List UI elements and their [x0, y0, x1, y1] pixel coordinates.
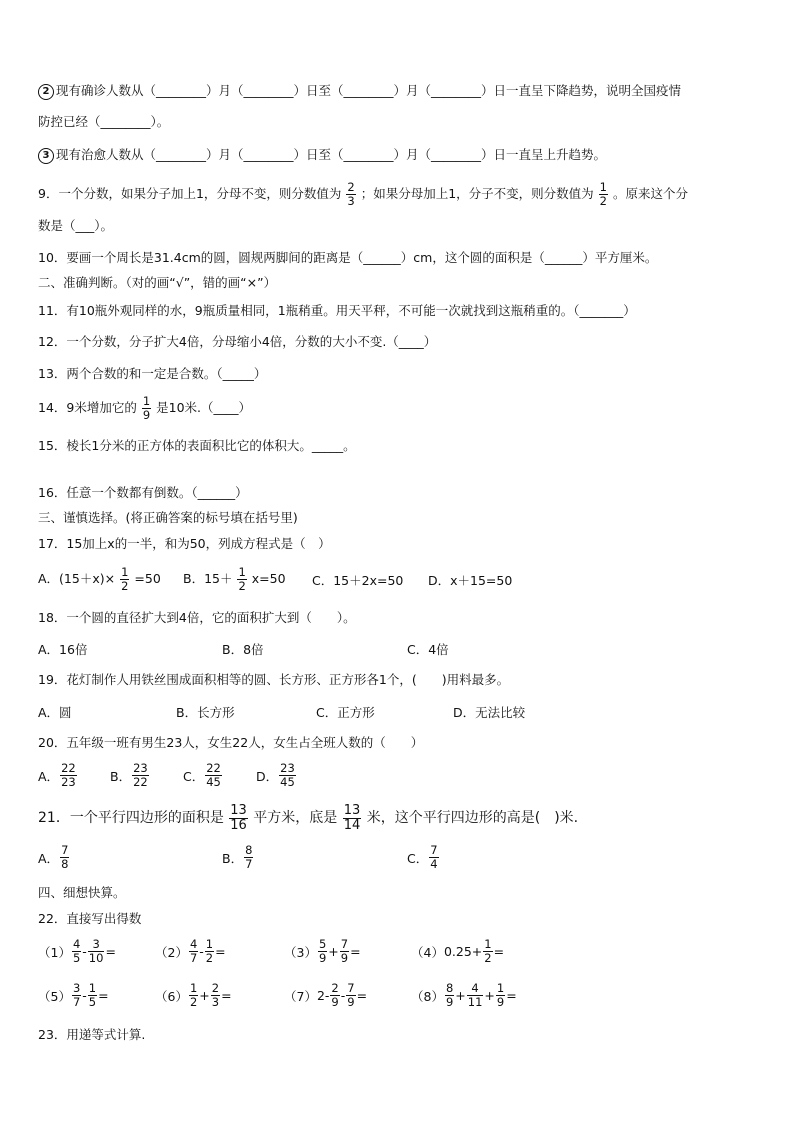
q21-b-num: 8: [245, 843, 253, 857]
q22-item-6: [155, 982, 232, 1009]
q8-part2-text: 现有确诊人数从（________）月（________）日至（________）月（________）日一直呈下降趋势，说明全国疫情: [56, 83, 682, 98]
q22-fraction-2: [88, 982, 97, 1009]
q22-fraction-1-num: 2: [331, 981, 339, 995]
q22-fraction-3-den: 9: [496, 995, 505, 1009]
q22-fraction-1-den: 9: [318, 951, 327, 965]
q18-option-a: A．16倍: [38, 642, 88, 657]
q20-option-a: [38, 762, 78, 789]
section-3-heading: 三、谨慎选择。(将正确答案的标号填在括号里): [38, 510, 298, 525]
q21-f2-den: 14: [343, 817, 361, 833]
q18-option-c: C．4倍: [407, 642, 449, 657]
q22-fraction-2-den: 2: [484, 951, 492, 965]
q22-item-8: [411, 982, 517, 1009]
question-18: 18．一个圆的直径扩大到4倍，它的面积扩大到（ ）。: [38, 610, 356, 625]
q22-fraction-1-den: 9: [445, 995, 454, 1009]
q20-option-c: [183, 762, 223, 789]
q20-d-num: 23: [280, 761, 295, 775]
q22-fraction-1-den: 5: [72, 951, 81, 965]
q9-f1-num: 2: [347, 180, 355, 194]
q22-fraction-1-den: 2: [189, 995, 198, 1009]
q22-item-3: [284, 938, 361, 965]
q22-fraction-1-num: 4: [189, 937, 198, 951]
q22-item-7: [284, 982, 367, 1009]
q22-fraction-1-den: 7: [189, 951, 198, 965]
q20-option-d: [256, 762, 297, 789]
q19-option-b: B．长方形: [176, 705, 235, 720]
q20-d-fraction: [279, 762, 296, 789]
q21-c-label: C．: [407, 850, 429, 866]
q22-fraction-2: [483, 938, 492, 965]
q22-fraction-2-num: 3: [92, 937, 100, 951]
q19-option-a: A．圆: [38, 705, 72, 720]
q22-item-label: （6）: [155, 988, 188, 1004]
q22-fraction-2-num: 7: [340, 937, 349, 951]
q22-fraction-1: [72, 938, 81, 965]
q22-fraction-2-num: 1: [205, 937, 214, 951]
q17-b-den: 2: [238, 579, 246, 593]
q17-option-a: [38, 565, 161, 593]
q22-equals: =: [221, 988, 232, 1003]
section-2-heading: 二、准确判断。（对的画“√”，错的画“×”）: [38, 275, 277, 290]
q22-fraction-1: [72, 982, 81, 1009]
q21-suffix: 米，这个平行四边形的高是( )米.: [366, 810, 579, 826]
q20-c-den: 45: [206, 775, 221, 789]
q17-option-c: C．15＋2x=50: [312, 573, 404, 588]
q22-fraction-1-den: 9: [331, 995, 339, 1009]
question-12: 12．一个分数，分子扩大4倍，分母缩小4倍，分数的大小不变.（____）: [38, 334, 437, 349]
section-4-heading: 四、细想快算。: [38, 885, 126, 900]
q17-a-fraction: [120, 566, 129, 593]
q22-fraction-2: [205, 938, 214, 965]
q21-c-fraction: [429, 844, 438, 871]
q9-prefix: 9．一个分数，如果分子加上1，分母不变，则分数值为: [38, 186, 342, 201]
question-21: [38, 800, 578, 836]
q21-option-a: [38, 844, 70, 871]
q21-b-label: B．: [222, 850, 244, 866]
q17-option-b: [183, 565, 286, 593]
q8-part3-text: 现有治愈人数从（________）月（________）日至（________）月（________）日一直呈上升趋势。: [56, 147, 607, 162]
q9-fraction-2: [599, 181, 608, 208]
q17-b-fraction: [237, 566, 246, 593]
q22-operator: -: [82, 944, 87, 959]
q22-operator: -: [340, 988, 346, 1003]
q17-a-num: 1: [121, 565, 129, 579]
q22-item-label: （8）: [411, 988, 444, 1004]
q20-a-num: 22: [61, 761, 76, 775]
q22-item-label: （2）: [155, 944, 188, 960]
q22-equals: =: [356, 988, 368, 1003]
q17-a-post: =50: [134, 571, 161, 586]
q21-a-label: A．: [38, 850, 60, 866]
q20-b-label: B．: [110, 768, 132, 784]
question-16: 16．任意一个数都有倒数。（______）: [38, 485, 248, 500]
q21-b-den: 7: [245, 857, 253, 871]
q22-equals: =: [215, 944, 226, 959]
q17-a-den: 2: [121, 579, 129, 593]
q22-fraction-2-den: 3: [211, 995, 220, 1009]
q21-prefix: 21．一个平行四边形的面积是: [38, 810, 224, 826]
q22-fraction-2-den: 11: [467, 995, 483, 1009]
q8-part2: [38, 82, 681, 100]
q22-equals: =: [506, 988, 517, 1003]
q22-fraction-1: [330, 982, 339, 1009]
q19-option-c: C．正方形: [316, 705, 375, 720]
circled-number-3: 3: [38, 148, 54, 164]
q20-a-label: A．: [38, 768, 60, 784]
q9-fraction-1: [346, 181, 355, 208]
q14-num: 1: [142, 394, 151, 408]
q22-fraction-2-den: 5: [88, 995, 97, 1009]
q9-continuation: 数是（___）。: [38, 218, 114, 233]
q22-item-label: （3）: [284, 944, 317, 960]
q22-fraction-2: [340, 938, 349, 965]
q21-fraction-2: [343, 804, 362, 833]
q22-operator: +: [199, 988, 210, 1003]
q14-fraction: [142, 395, 151, 422]
question-15: 15．棱长1分米的正方体的表面积比它的体积大。_____。: [38, 438, 356, 453]
q22-fraction-2-den: 9: [347, 995, 355, 1009]
q22-operator-2: +: [484, 988, 495, 1003]
q22-fraction-1: [189, 982, 198, 1009]
q20-c-fraction: [205, 762, 222, 789]
q22-item-prefix: 0.25+: [443, 944, 483, 959]
question-22: 22．直接写出得数: [38, 911, 142, 926]
q20-option-b: [110, 762, 150, 789]
q22-fraction-1-num: 4: [72, 937, 81, 951]
q22-equals: =: [493, 944, 505, 959]
q17-b-post: x=50: [251, 571, 286, 586]
q22-fraction-1-num: 3: [72, 981, 81, 995]
q21-f1-den: 16: [230, 817, 247, 833]
q17-option-d: D．x＋15=50: [428, 573, 513, 588]
q21-option-b: [222, 844, 254, 871]
q22-item-1: [38, 938, 116, 965]
q20-b-fraction: [132, 762, 149, 789]
q22-item-label: （4）: [411, 944, 444, 960]
q18-option-b: B．8倍: [222, 642, 264, 657]
q22-fraction-2-num: 2: [211, 981, 220, 995]
q22-fraction-2-den: 2: [205, 951, 214, 965]
q19-option-d: D．无法比较: [453, 705, 526, 720]
question-10: 10．要画一个周长是31.4cm的圆，圆规两脚间的距离是（______）cm，这个圆的面积是（______）平方厘米。: [38, 250, 658, 265]
question-14: [38, 393, 251, 423]
q21-option-c: [407, 844, 440, 871]
q20-c-num: 22: [206, 761, 221, 775]
q17-b-num: 1: [238, 565, 246, 579]
q22-fraction-2-den: 10: [88, 951, 104, 965]
q22-fraction-1: [189, 938, 198, 965]
q14-den: 9: [142, 408, 151, 422]
q22-fraction-3: [496, 982, 505, 1009]
q21-a-fraction: [60, 844, 69, 871]
q9-f2-den: 2: [599, 194, 607, 208]
q22-fraction-2: [88, 938, 105, 965]
q22-fraction-2: [211, 982, 220, 1009]
q22-equals: =: [98, 988, 109, 1003]
q21-c-den: 4: [430, 857, 438, 871]
q22-fraction-1: [445, 982, 454, 1009]
q22-equals: =: [105, 944, 116, 959]
q20-d-label: D．: [256, 768, 279, 784]
q22-item-4: [411, 938, 504, 965]
q14-suffix: 是10米.（____）: [156, 400, 252, 415]
question-13: 13．两个合数的和一定是合数。（_____）: [38, 366, 267, 381]
q17-b-pre: B．15＋: [183, 571, 233, 586]
q21-a-num: 7: [61, 843, 69, 857]
q9-f1-den: 3: [347, 194, 355, 208]
q22-item-prefix: 2-: [316, 988, 330, 1003]
q22-fraction-1-num: 8: [445, 981, 454, 995]
q21-c-num: 7: [430, 843, 438, 857]
q9-suffix: 。原来这个分: [612, 186, 688, 201]
q22-item-label: （1）: [38, 944, 71, 960]
q22-operator: +: [455, 988, 466, 1003]
q22-item-2: [155, 938, 226, 965]
q22-fraction-1-num: 1: [189, 981, 198, 995]
q21-f1-num: 13: [230, 802, 247, 818]
q22-fraction-2-num: 4: [471, 981, 479, 995]
q22-operator: -: [82, 988, 87, 1003]
q20-b-num: 23: [133, 761, 148, 775]
q9-mid: ；如果分母加上1，分子不变，则分数值为: [360, 186, 594, 201]
q22-fraction-2: [346, 982, 355, 1009]
q22-fraction-2-num: 1: [484, 937, 492, 951]
q14-prefix: 14．9米增加它的: [38, 400, 137, 415]
q22-item-label: （5）: [38, 988, 71, 1004]
q22-fraction-1-den: 7: [72, 995, 81, 1009]
question-9: [38, 181, 688, 207]
q22-fraction-2-num: 1: [88, 981, 97, 995]
q21-a-den: 8: [61, 857, 69, 871]
q21-fraction-1: [229, 804, 248, 833]
q22-fraction-1: [318, 938, 327, 965]
q22-item-5: [38, 982, 109, 1009]
q22-equals: =: [350, 944, 361, 959]
q8-part3: [38, 146, 606, 164]
q22-item-label: （7）: [284, 988, 317, 1004]
question-19: 19．花灯制作人用铁丝围成面积相等的圆、长方形、正方形各1个，( )用料最多。: [38, 672, 510, 687]
question-17: 17．15加上x的一半，和为50，列成方程式是（ ）: [38, 536, 331, 551]
q22-fraction-2: [467, 982, 484, 1009]
question-23: 23．用递等式计算.: [38, 1027, 146, 1042]
q21-f2-num: 13: [343, 802, 361, 818]
q22-fraction-1-num: 5: [318, 937, 327, 951]
q22-operator: -: [199, 944, 204, 959]
q20-a-den: 23: [61, 775, 76, 789]
q21-b-fraction: [244, 844, 253, 871]
circled-number-2: 2: [38, 84, 54, 100]
q9-f2-num: 1: [599, 180, 607, 194]
q20-d-den: 45: [280, 775, 295, 789]
question-20: 20．五年级一班有男生23人，女生22人，女生占全班人数的（ ）: [38, 735, 424, 750]
q20-a-fraction: [60, 762, 77, 789]
q22-fraction-2-num: 7: [347, 981, 355, 995]
q20-c-label: C．: [183, 768, 205, 784]
q20-b-den: 22: [133, 775, 148, 789]
q21-mid: 平方米，底是: [253, 810, 338, 826]
q22-operator: +: [328, 944, 339, 959]
q22-fraction-3-num: 1: [496, 981, 505, 995]
q17-a-pre: A．(15＋x)×: [38, 571, 116, 586]
q22-fraction-2-den: 9: [340, 951, 349, 965]
question-11: 11．有10瓶外观同样的水，9瓶质量相同，1瓶稍重。用天平秤，不可能一次就找到这瓶稍重的。（_______）: [38, 303, 636, 318]
q8-part2-continuation: 防控已经（________）。: [38, 114, 170, 129]
